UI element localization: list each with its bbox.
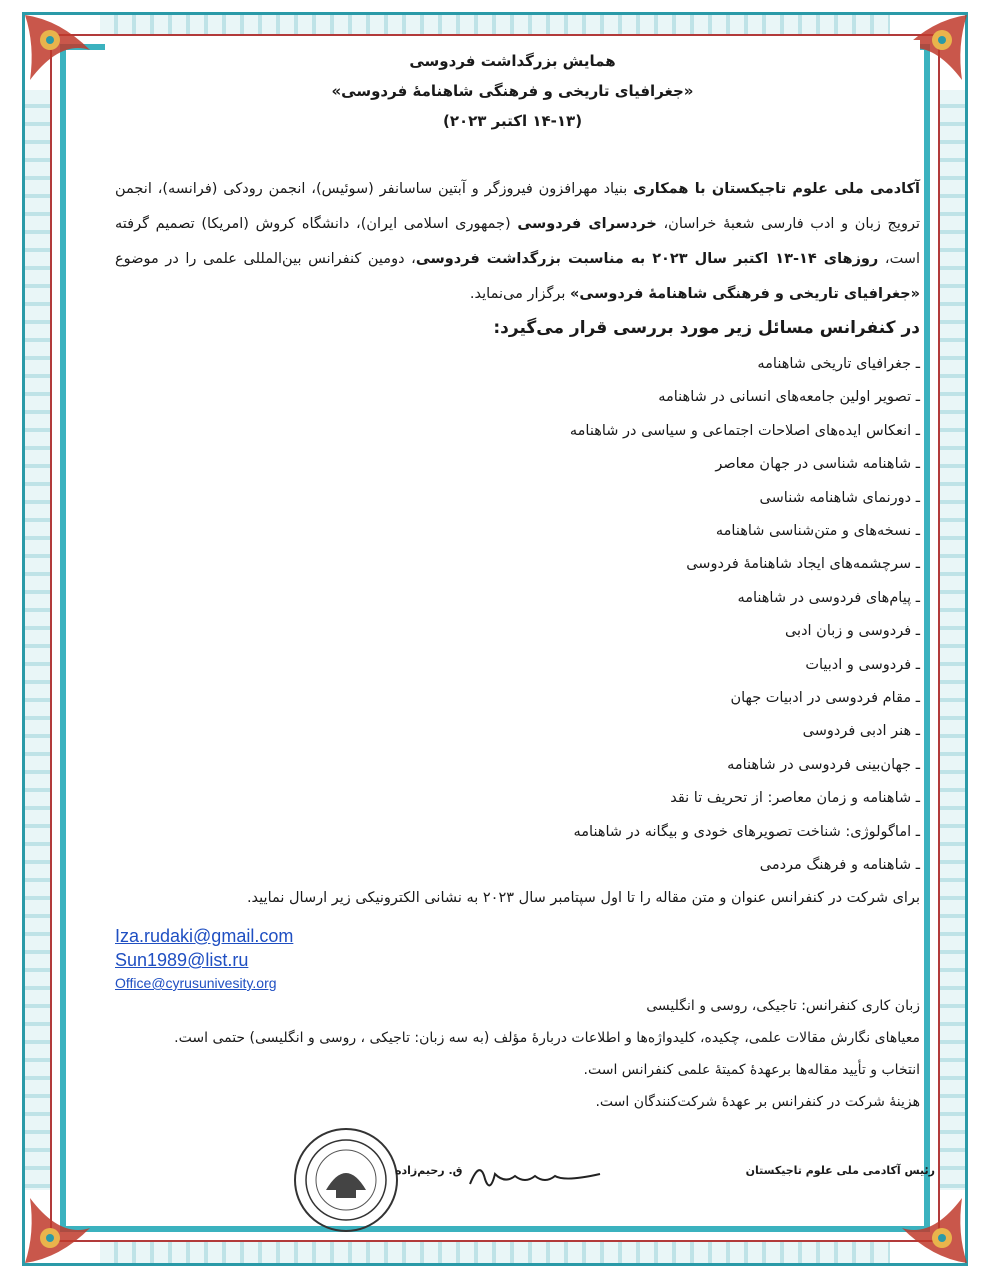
topics-heading: در کنفرانس مسائل زیر مورد بررسی قرار می‌گیرد: — [493, 318, 920, 338]
list-item: ـ تصویر اولین جامعه‌های انسانی در شاهنامه — [658, 389, 920, 406]
top-border-band — [100, 15, 890, 34]
note-selection: انتخاب و تأیید مقاله‌ها برعهدۀ کمیتۀ علمی کنفرانس است. — [583, 1062, 920, 1078]
note-fees: هزینۀ شرکت در کنفرانس بر عهدۀ شرکت‌کنندگان است. — [595, 1094, 920, 1110]
list-item: ـ هنر ادبی فردوسی — [802, 723, 920, 740]
list-item: ـ دورنمای شاهنامه شناسی — [759, 489, 920, 506]
right-border-band — [940, 90, 965, 1190]
email-link-sun[interactable]: Sun1989@list.ru — [115, 950, 249, 970]
submission-note: برای شرکت در کنفرانس عنوان و متن مقاله را تا اول سپتامبر سال ۲۰۲۳ به نشانی الکترونیکی زیر ارسال نمایید. — [246, 890, 920, 906]
topics-list — [570, 348, 920, 883]
email-link-rudaki[interactable]: Iza.rudaki@gmail.com — [115, 926, 294, 946]
intro-paragraph — [115, 172, 920, 312]
email-list — [115, 924, 293, 994]
title-line-3: (۱۴-۱۳ اکتبر ۲۰۲۳) — [442, 112, 583, 130]
list-item: ـ پیام‌های فردوسی در شاهنامه — [737, 589, 920, 606]
conference-notes — [145, 990, 920, 1118]
left-border-band — [25, 90, 50, 1190]
list-item: ـ شاهنامه و فرهنگ مردمی — [759, 857, 920, 874]
email-link-office[interactable]: Office@cyrusunivesity.org — [115, 975, 277, 991]
title-line-2: «جغرافیای تاریخی و فرهنگی شاهنامۀ فردوسی» — [331, 82, 694, 100]
signatory-name: ق. رحیم‌زاده — [395, 1164, 463, 1177]
intro-org: آکادمی ملی علوم تاجیکستان با همکاری — [633, 181, 920, 197]
title-line-1: همایش بزرگداشت فردوسی — [409, 52, 616, 70]
intro-house: خردسرای فردوسی — [517, 216, 657, 232]
list-item: ـ جهان‌بینی فردوسی در شاهنامه — [727, 756, 920, 773]
signature-area — [395, 1150, 935, 1210]
intro-dates: روزهای ۱۴-۱۳ اکتبر سال ۲۰۲۳ به مناسبت بزرگداشت فردوسی — [415, 251, 879, 267]
bottom-border-band — [100, 1242, 890, 1263]
list-item: ـ انعکاس ایده‌های اصلاحات اجتماعی و سیاسی در شاهنامه — [569, 422, 920, 439]
list-item: ـ جغرافیای تاریخی شاهنامه — [757, 356, 920, 372]
corner-ornament-icon — [20, 1190, 98, 1268]
document-body — [105, 40, 935, 1200]
note-standards: معیاهای نگارش مقالات علمی، چکیده، کلیدواژه‌ها و اطلاعات دربارۀ مؤلف (به سه زبان: تاجیکی ، روسی و انگلیسی) حتمی است. — [174, 1030, 920, 1046]
document-title — [105, 46, 920, 136]
list-item: ـ فردوسی و ادبیات — [805, 656, 920, 673]
intro-topic: «جغرافیای تاریخی و فرهنگی شاهنامۀ فردوسی» — [570, 286, 920, 302]
list-item: ـ سرچشمه‌های ایجاد شاهنامۀ فردوسی — [686, 556, 920, 573]
official-seal-icon — [292, 1126, 400, 1234]
intro-text-2: (جمهوری اسلامی ایران)، دانشگاه کروش (امریکا) تصمیم گرفته است، — [115, 216, 920, 267]
list-item: ـ اماگولوژی: شناخت تصویرهای خودی و بیگانه در شاهنامه — [573, 823, 920, 840]
list-item: ـ شاهنامه و زمان معاصر: از تحریف تا نقد — [670, 790, 920, 807]
intro-text-4: برگزار می‌نماید. — [469, 286, 571, 302]
list-item: ـ شاهنامه شناسی در جهان معاصر — [715, 456, 920, 473]
intro-text-1: بنیاد مهرافزون فیروزگر و آبتین ساسانفر (سوئیس)، انجمن رودکی (فرانسه)، انجمن ترویج زبان و ادب فارسی شعبۀ خراسان، — [115, 181, 920, 232]
note-language: زبان کاری کنفرانس: تاجیکی، روسی و انگلیسی — [646, 998, 920, 1014]
list-item: ـ نسخه‌های و متن‌شناسی شاهنامه — [715, 523, 920, 540]
intro-text-3: ، دومین کنفرانس بین‌المللی علمی را در موضوع — [115, 251, 416, 267]
list-item: ـ مقام فردوسی در ادبیات جهان — [730, 690, 920, 707]
signatory-title: رئیس آکادمی ملی علوم تاجیکستان — [745, 1164, 935, 1177]
signature-icon — [465, 1154, 605, 1194]
corner-ornament-icon — [20, 10, 98, 88]
list-item: ـ فردوسی و زبان ادبی — [784, 623, 920, 640]
